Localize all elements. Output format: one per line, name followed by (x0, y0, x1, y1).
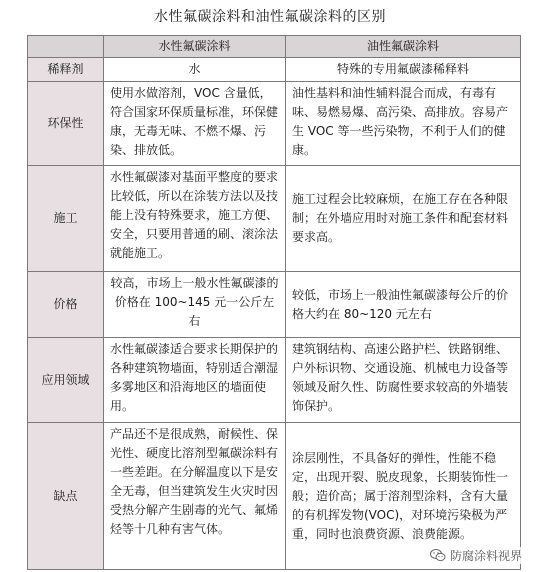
page-title: 水性氟碳涂料和油性氟碳涂料的区别 (154, 9, 386, 25)
cell-water-application: 水性氟碳漆适合要求长期保护的各种建筑物墙面，特别适合潮湿多雾地区和沿海地区的墙面使用。 (104, 338, 286, 423)
row-label-price: 价格 (28, 272, 104, 338)
cell-oil-price: 较低，市场上一般油性氟碳漆每公斤的价格大约在 80~120 元左右 (286, 272, 521, 338)
cell-water-diluent: 水 (104, 58, 286, 82)
cell-oil-diluent: 特殊的专用氟碳漆稀释料 (286, 58, 521, 82)
cell-water-drawbacks: 产品还不是很成熟，耐候性、保光性、硬度比溶剂型氟碳涂料有一些差距。在分解温度以下是安全无毒，但当建筑发生火灾时因受热分解产生剧毒的光气、氟烯烃等十几种有害气体。 (104, 423, 286, 570)
table-row (28, 58, 521, 82)
watermark (430, 547, 522, 564)
wechat-icon (430, 549, 446, 562)
cell-oil-environment: 油性基料和油性辅料混合而成，有毒有味、易燃易爆、高污染、高排放。容易产生 VOC 等一些污染物，不利于人们的健康。 (286, 82, 521, 166)
header-empty (28, 36, 104, 58)
table-row (28, 166, 521, 272)
header-oil: 油性氟碳涂料 (286, 36, 521, 58)
cell-water-price: 较高，市场上一般水性氟碳漆的价格在 100~145 元一公斤左右 (104, 272, 286, 338)
table-row (28, 272, 521, 338)
header-water: 水性氟碳涂料 (104, 36, 286, 58)
watermark-text: 防腐涂料视界 (449, 549, 522, 563)
cell-oil-application: 建筑钢结构、高速公路护栏、铁路钢维、户外标识物、交通设施、机械电力设备等领域及耐久性、防腐性要求较高的外墙装饰保护。 (286, 338, 521, 423)
table-row (28, 82, 521, 166)
row-label-environment: 环保性 (28, 82, 104, 166)
cell-oil-drawbacks: 涂层刚性，不具备好的弹性，性能不稳定，出现开裂、脱皮现象，长期装饰性一般；造价高；属于溶剂型涂料，含有大量的有机挥发物(VOC)，对环境污染极为严重，同时也浪费资源、浪费能源。 (286, 423, 521, 570)
row-label-diluent: 稀释剂 (28, 58, 104, 82)
cell-water-environment: 使用水做溶剂，VOC 含量低，符合国家环保质量标准，环保健康，无毒无味、不燃不爆、污染、排放低。 (104, 82, 286, 166)
row-label-application: 应用领域 (28, 338, 104, 423)
cell-water-construction: 水性氟碳漆对基面平整度的要求比较低，所以在涂装方法以及技能上没有特殊要求，施工方便、安全，只要用普通的刷、滚涂法就能施工。 (104, 166, 286, 272)
table-header-row (28, 36, 521, 58)
row-label-construction: 施工 (28, 166, 104, 272)
cell-oil-construction: 施工过程会比较麻烦，在施工存在各种限制；在外墙应用时对施工条件和配套材料要求高。 (286, 166, 521, 272)
comparison-table (27, 35, 521, 570)
row-label-drawbacks: 缺点 (28, 423, 104, 570)
table-row (28, 338, 521, 423)
